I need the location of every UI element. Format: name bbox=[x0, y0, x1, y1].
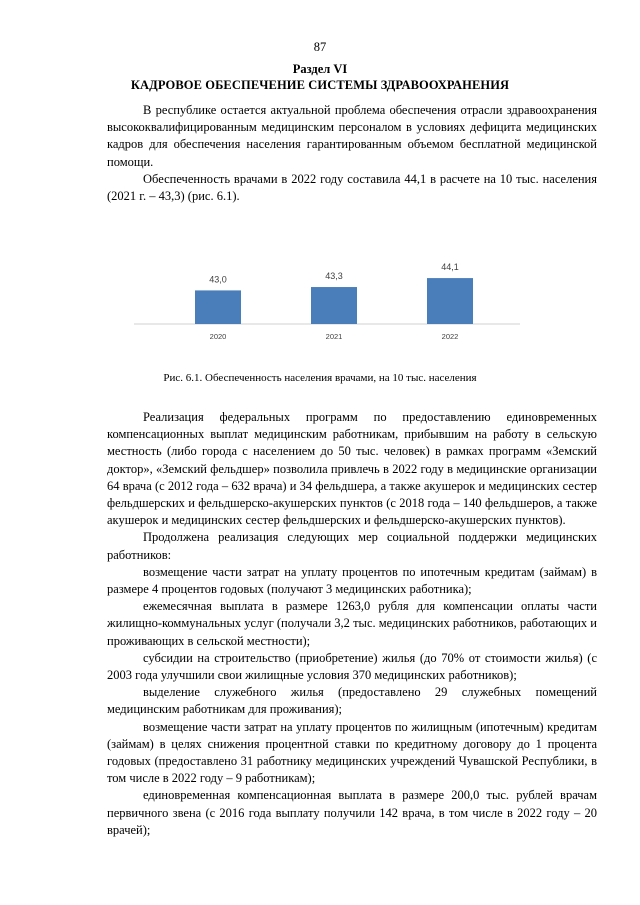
tick-label-2022: 2022 bbox=[441, 332, 459, 341]
paragraph: Продолжена реализация следующих мер социальной поддержки медицинских работников: bbox=[107, 530, 597, 562]
data-label-2020: 43,0 bbox=[209, 274, 227, 285]
paragraph: выделение служебного жилья (предоставлено 29 служебных помещений медицинским работникам для проживания); bbox=[107, 685, 597, 717]
data-label-2021: 43,3 bbox=[325, 271, 343, 282]
tick-label-2021: 2021 bbox=[325, 332, 343, 341]
data-label-2022: 44,1 bbox=[441, 262, 459, 273]
paragraph: возмещение части затрат на уплату процентов по жилищным (ипотечным) кредитам (займам) в целях снижения процентной ставки по кредитному договору до 1 процента годовых (предоставлено 31 работнику медицинских учреждений Чувашской Республики, в том числе в 2022 году – 9 работникам); bbox=[107, 719, 597, 786]
chart-svg bbox=[134, 230, 520, 352]
tick-label-2020: 2020 bbox=[209, 332, 227, 341]
paragraph: Обеспеченность врачами в 2022 году составила 44,1 в расчете на 10 тыс. населения (2021 г. – 43,3) (рис. 6.1). bbox=[107, 171, 597, 204]
paragraph: возмещение части затрат на уплату процентов по ипотечным кредитам (займам) в размере 4 процентов годовых (получают 3 медицинских работника); bbox=[107, 564, 597, 597]
paragraph: В республике остается актуальной проблема обеспечения отрасли здравоохранения высококвалифицированным медицинским персоналом в условиях дефицита медицинских кадров для обеспечения населения гарантированным объемом бесплатной медицинской помощи. bbox=[107, 103, 597, 169]
main-text bbox=[107, 409, 597, 839]
paragraph: ежемесячная выплата в размере 1263,0 рубля для компенсации оплаты части жилищно-коммунальных услуг (получали 3,2 тыс. медицинских работников, работающих и проживающих в сельской местности); bbox=[107, 599, 597, 648]
figure-caption: Рис. 6.1. Обеспеченность населения врачами, на 10 тыс. населения bbox=[163, 372, 477, 384]
paragraph: субсидии на строительство (приобретение) жилья (до 70% от стоимости жилья) (с 2003 года улучшили свои жилищные условия 370 медицинских работников); bbox=[107, 650, 597, 683]
paragraph: Реализация федеральных программ по предоставлению единовременных компенсационных выплат медицинским работникам, прибывшим на работу в сельскую местность (либо города с населением до 50 тыс. человек) в рамках программ «Земский доктор», «Земский фельдшер» позволила привлечь в 2022 году в медицинские организации 64 врача (с 2012 года – 632 врача) и 34 фельдшера, а также акушерок и медицинских сестер фельдшерских и фельдшерско-акушерских пунктов (с 2018 года – 140 фельдшеров, а также акушерок и медицинских сестер фельдшерских и фельдшерско-акушерских пунктов). bbox=[107, 410, 597, 528]
bar-2022 bbox=[427, 278, 473, 324]
bar-2020 bbox=[195, 290, 241, 324]
section-label: Раздел VI bbox=[292, 62, 348, 76]
bar-chart bbox=[134, 230, 520, 352]
bar-2021 bbox=[311, 287, 357, 324]
paragraph: единовременная компенсационная выплата в размере 200,0 тыс. рублей врачам первичного звена (с 2016 года выплату получили 142 врача, в том числе в 2022 году – 20 врачей); bbox=[107, 788, 597, 837]
intro-text bbox=[107, 102, 597, 205]
section-title: КАДРОВОЕ ОБЕСПЕЧЕНИЕ СИСТЕМЫ ЗДРАВООХРАНЕНИЯ bbox=[130, 78, 510, 92]
page-number: 87 bbox=[313, 40, 327, 54]
